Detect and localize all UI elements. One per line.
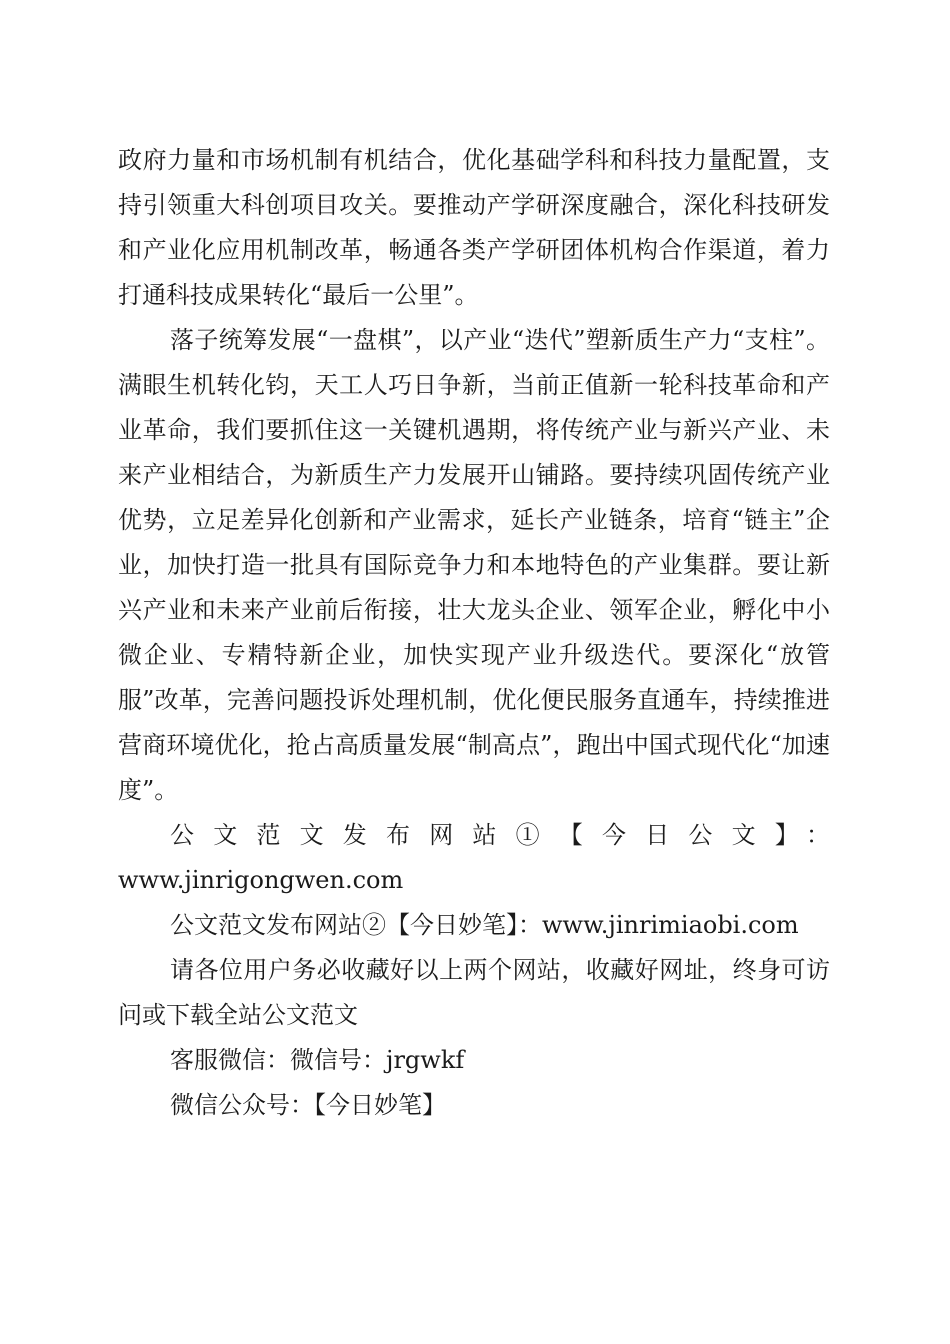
site1-url: www.jinrigongwen.com: [118, 866, 404, 894]
site2-line: 公文范文发布网站②【今日妙笔】：www.jinrimiaobi.com: [170, 911, 799, 939]
official-account: 微信公众号：【今日妙笔】: [170, 1091, 446, 1119]
service-wechat: 客服微信：微信号：jrgwkf: [170, 1046, 465, 1074]
document-page: [118, 138, 830, 1128]
body-paragraph-2: 落子统筹发展“一盘棋”，以产业“迭代”塑新质生产力“支柱”。满眼生机转化钧，天工人巧日争新，当前正值新一轮科技革命和产业革命，我们要抓住这一关键机遇期，将传统产业与新兴产业、未来产业相结合，为新质生产力发展开山铺路。要持续巩固传统产业优势，立足差异化创新和产业需求，延长产业链条，培育“链主”企业，加快打造一批具有国际竞争力和本地特色的产业集群。要让新兴产业和未来产业前后衔接，壮大龙头企业、领军企业，孵化中小微企业、专精特新企业，加快实现产业升级迭代。要深化“放管服”改革，完善问题投诉处理机制，优化便民服务直通车，持续推进营商环境优化，抢占高质量发展“制高点”，跑出中国式现代化“加速度”。: [118, 326, 830, 804]
body-paragraph-1: 政府力量和市场机制有机结合，优化基础学科和科技力量配置，支持引领重大科创项目攻关。要推动产学研深度融合，深化科技研发和产业化应用机制改革，畅通各类产学研团体机构合作渠道，着力打通科技成果转化“最后一公里”。: [118, 146, 830, 309]
site1-label: 公文范文发布网站①【今日公文】：: [170, 821, 830, 849]
bookmark-notice: 请各位用户务必收藏好以上两个网站，收藏好网址，终身可访问或下载全站公文范文: [118, 956, 830, 1029]
